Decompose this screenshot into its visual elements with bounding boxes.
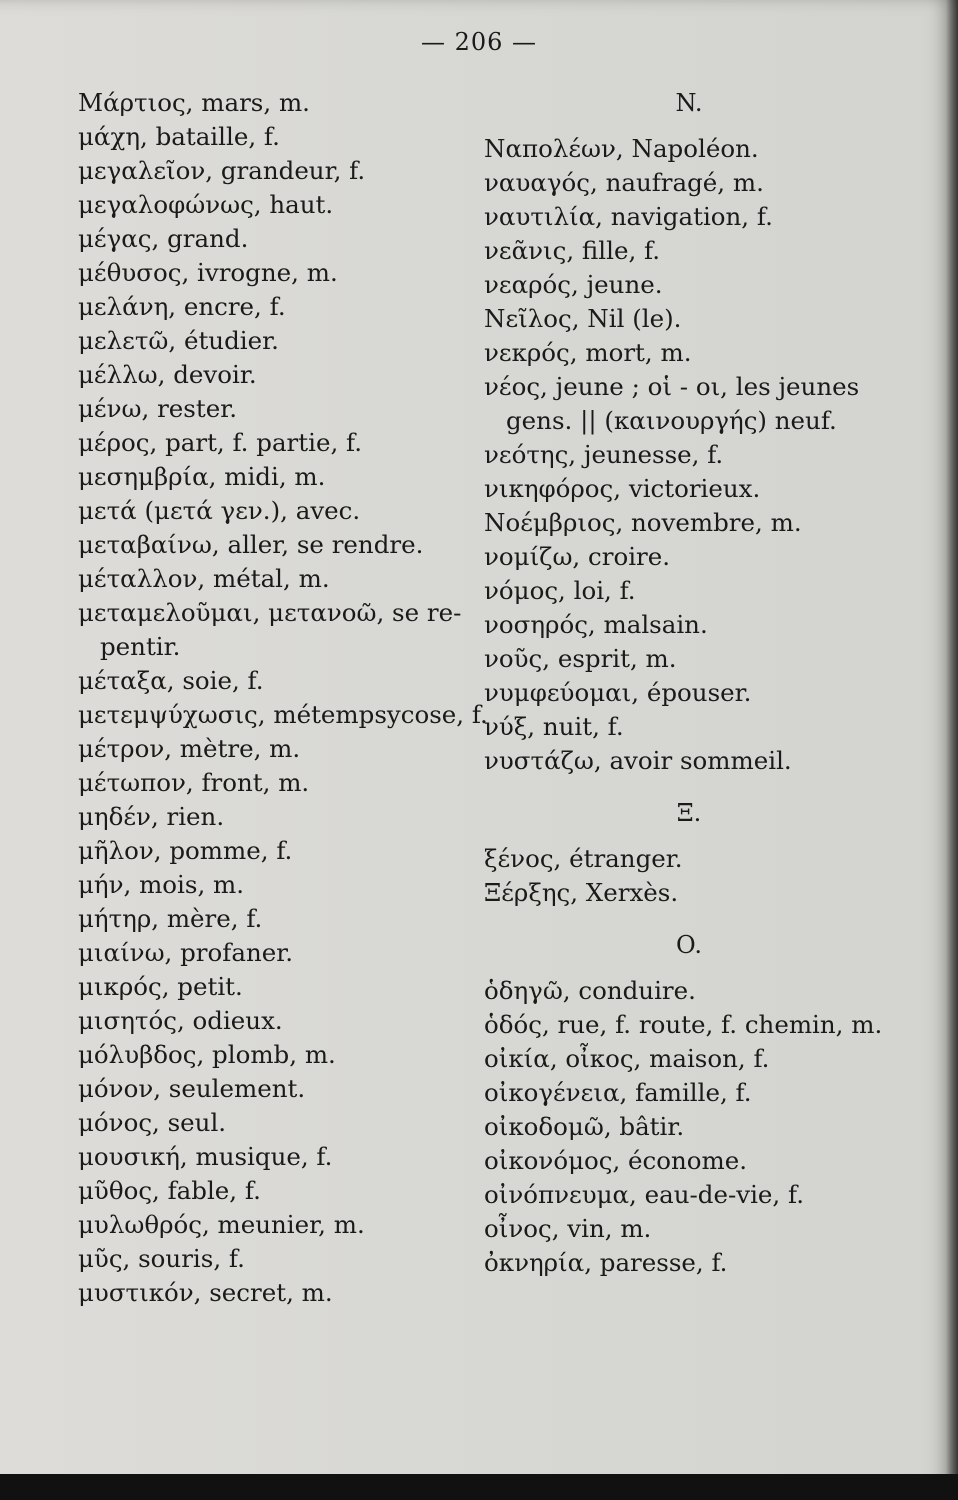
dictionary-entry: νικηφόρος, victorieux. <box>484 474 761 503</box>
dictionary-entry: νοσηρός, malsain. <box>484 610 708 639</box>
dictionary-entry: οἰκογένεια, famille, f. <box>484 1078 752 1107</box>
dictionary-entry: Νοέμβριος, novembre, m. <box>484 508 802 537</box>
dictionary-entry: ὁδηγῶ, conduire. <box>484 976 696 1005</box>
dictionary-entry: μάχη, bataille, f. <box>78 122 280 151</box>
dictionary-entry: ὁδός, rue, f. route, f. chemin, m. <box>484 1010 883 1039</box>
dictionary-entry: νεᾶνις, fille, f. <box>484 236 660 265</box>
dictionary-entry: νεκρός, mort, m. <box>484 338 692 367</box>
dictionary-entry: νεαρός, jeune. <box>484 270 663 299</box>
dictionary-entry: μέταλλον, métal, m. <box>78 564 330 593</box>
dictionary-entry: μόνος, seul. <box>78 1108 227 1137</box>
dictionary-entry: μεγαλοφώνως, haut. <box>78 190 334 219</box>
dictionary-entry: μέτρον, mètre, m. <box>78 734 301 763</box>
dictionary-entry: μέθυσος, ivrogne, m. <box>78 258 338 287</box>
dictionary-entry: ναυαγός, naufragé, m. <box>484 168 764 197</box>
dictionary-entry: μῦς, souris, f. <box>78 1244 245 1273</box>
dictionary-entry: Νεῖλος, Nil (le). <box>484 304 682 333</box>
dictionary-entry: μετεμψύχωσις, métempsycose, f. <box>78 700 488 729</box>
dictionary-entry: Μάρτιος, mars, m. <box>78 88 310 117</box>
dictionary-entry: μήτηρ, mère, f. <box>78 904 263 933</box>
dictionary-entry: νοῦς, esprit, m. <box>484 644 677 673</box>
dictionary-entry: οἰκοδομῶ, bâtir. <box>484 1112 685 1141</box>
dictionary-entry: μετά (μετά γεν.), avec. <box>78 496 361 525</box>
dictionary-entry: μέτωπον, front, m. <box>78 768 310 797</box>
page-number: — 206 — <box>420 28 538 56</box>
dictionary-entry: ξένος, étranger. <box>484 844 683 873</box>
section-heading-o: O. <box>676 931 702 959</box>
dictionary-entry: μέρος, part, f. partie, f. <box>78 428 362 457</box>
right-column <box>484 86 904 1280</box>
dictionary-entry: οἰκία, οἶκος, maison, f. <box>484 1044 770 1073</box>
dictionary-entry: μέλλω, devoir. <box>78 360 257 389</box>
dictionary-entry: νέος, jeune ; οἱ - οι, les jeunes <box>484 372 860 401</box>
dictionary-entry: μιαίνω, profaner. <box>78 938 294 967</box>
dictionary-entry: μόνον, seulement. <box>78 1074 306 1103</box>
dictionary-entry: μικρός, petit. <box>78 972 243 1001</box>
dictionary-entry: μήν, mois, m. <box>78 870 245 899</box>
dictionary-entry: οἰκονόμος, économe. <box>484 1146 748 1175</box>
dictionary-entry-continuation: pentir. <box>100 632 181 661</box>
dictionary-entry: μένω, rester. <box>78 394 237 423</box>
dictionary-entry: μουσική, musique, f. <box>78 1142 333 1171</box>
dictionary-entry: μελάνη, encre, f. <box>78 292 286 321</box>
dictionary-entry: νυστάζω, avoir sommeil. <box>484 746 792 775</box>
left-column <box>78 86 488 1310</box>
dictionary-entry: μεγαλεῖον, grandeur, f. <box>78 156 366 185</box>
dictionary-entry: μέγας, grand. <box>78 224 249 253</box>
dictionary-entry: μεσημβρία, midi, m. <box>78 462 326 491</box>
dictionary-entry: μέταξα, soie, f. <box>78 666 264 695</box>
dictionary-entry: νομίζω, croire. <box>484 542 671 571</box>
dictionary-entry: μεταβαίνω, aller, se rendre. <box>78 530 424 559</box>
dictionary-entry: οἶνος, vin, m. <box>484 1214 652 1243</box>
dictionary-entry: μόλυβδος, plomb, m. <box>78 1040 336 1069</box>
page-edge-shadow <box>946 0 958 1500</box>
dictionary-entry: ναυτιλία, navigation, f. <box>484 202 773 231</box>
dictionary-entry: μισητός, odieux. <box>78 1006 283 1035</box>
dictionary-entry: μῦθος, fable, f. <box>78 1176 261 1205</box>
dictionary-entry: νυμφεύομαι, épouser. <box>484 678 752 707</box>
dictionary-entry: μυστικόν, secret, m. <box>78 1278 333 1307</box>
scan-bottom-border <box>0 1474 958 1500</box>
section-heading-n: N. <box>675 89 703 117</box>
dictionary-entry: μεταμελοῦμαι, μετανοῶ, se re- <box>78 598 462 627</box>
dictionary-entry: οἰνόπνευμα, eau-de-vie, f. <box>484 1180 804 1209</box>
dictionary-entry: μῆλον, pomme, f. <box>78 836 293 865</box>
dictionary-entry-continuation: gens. || (καινουργής) neuf. <box>506 406 837 435</box>
dictionary-entry: μελετῶ, étudier. <box>78 326 279 355</box>
dictionary-entry: νόμος, loi, f. <box>484 576 636 605</box>
dictionary-entry: νεότης, jeunesse, f. <box>484 440 724 469</box>
dictionary-entry: μυλωθρός, meunier, m. <box>78 1210 365 1239</box>
section-heading-xi: Ξ. <box>676 799 702 827</box>
dictionary-entry: ὀκνηρία, paresse, f. <box>484 1248 728 1277</box>
dictionary-entry: Ναπολέων, Napoléon. <box>484 134 759 163</box>
dictionary-entry: νύξ, nuit, f. <box>484 712 624 741</box>
dictionary-entry: μηδέν, rien. <box>78 802 225 831</box>
dictionary-entry: Ξέρξης, Xerxès. <box>484 878 679 907</box>
